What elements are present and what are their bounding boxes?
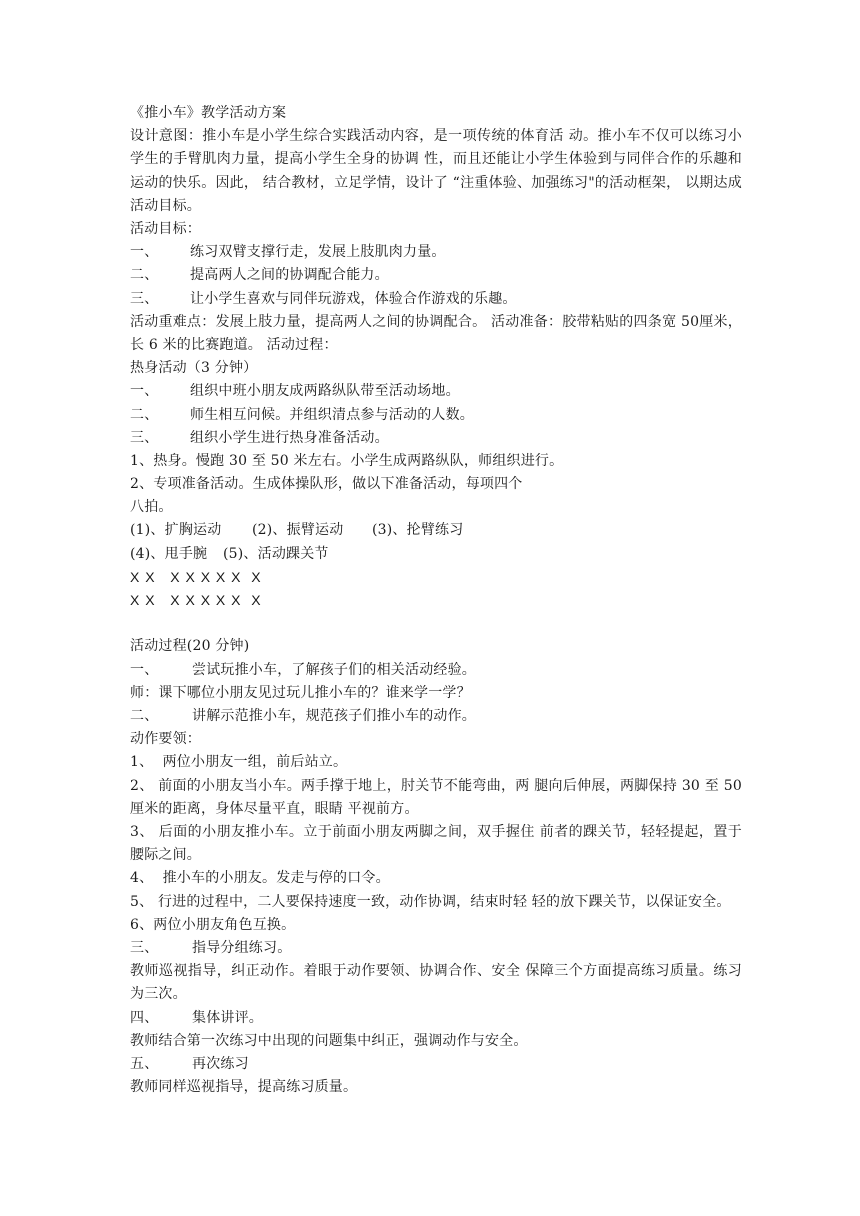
exercise-item: (5)、活动踝关节 — [223, 545, 329, 562]
warmup-step — [130, 427, 742, 450]
formation-row: X X X X X X X X — [130, 592, 262, 609]
process-step — [130, 1007, 742, 1030]
essential-item: 4、 推小车的小朋友。发走与停的口令。 — [130, 870, 390, 887]
goal-item — [130, 241, 742, 264]
warmup-detail-1: 1、热身。慢跑 30 至 50 米左右。小学生成两路纵队，师组织进行。 — [130, 452, 564, 469]
process-step — [130, 937, 742, 960]
process-step — [130, 1053, 742, 1076]
warmup-step-text: 组织小学生进行热身准备活动。 — [190, 429, 389, 446]
goal-item — [130, 264, 742, 287]
essentials-heading: 动作要领： — [130, 731, 201, 748]
goal-text: 练习双臂支撑行走，发展上肢肌肉力量。 — [190, 244, 446, 261]
process-step-detail: 教师巡视指导，纠正动作。着眼于动作要领、协调合作、安全 保障三个方面提高练习质量。练习为三次。 — [130, 963, 742, 1003]
process-step — [130, 705, 742, 728]
warmup-step-text: 组织中班小朋友成两路纵队带至活动场地。 — [190, 383, 460, 400]
process-step-text: 讲解示范推小车，规范孩子们推小车的动作。 — [192, 707, 476, 724]
process-step-detail: 教师结合第一次练习中出现的问题集中纠正，强调动作与安全。 — [130, 1032, 528, 1049]
doc-title: 《推小车》教学活动方案 — [130, 105, 287, 121]
process-step-number: 五、 — [130, 1055, 159, 1072]
process-step-number: 二、 — [130, 707, 159, 724]
goal-text: 让小学生喜欢与同伴玩游戏，体验合作游戏的乐趣。 — [190, 290, 517, 307]
warmup-step — [130, 380, 742, 403]
exercise-item: (3)、抡臂练习 — [372, 522, 464, 539]
goal-item — [130, 288, 742, 311]
essential-item: 2、 前面的小朋友当小车。两手撑于地上，肘关节不能弯曲，两 腿向后伸展，两脚保持 30 至 50 厘米的距离，身体尽量平直，眼睛 平视前方。 — [130, 777, 742, 817]
teacher-question: 师：课下哪位小朋友见过玩儿推小车的？谁来学一学？ — [130, 684, 471, 701]
design-intent-paragraph: 设计意图：推小车是小学生综合实践活动内容，是一项传统的体育活 动。推小车不仅可以练习小学生的手臂肌肉力量，提高小学生全身的协调 性，而且还能让小学生体验到与同伴合作的乐趣和运动的快乐。因此， 结合教材，立足学情，设计了 “注重体验、加强练习"的活动框架， 以期达成活动目标。 — [130, 128, 742, 214]
blank-line — [130, 612, 742, 635]
essential-item: 5、 行进的过程中，二人要保持速度一致，动作协调，结束时轻 轻的放下踝关节，以保证安全。 — [130, 893, 731, 910]
process-step-number: 四、 — [130, 1009, 159, 1026]
warmup-step-number: 一、 — [130, 383, 159, 400]
goal-text: 提高两人之间的协调配合能力。 — [190, 267, 389, 284]
exercise-row — [130, 519, 742, 542]
warmup-step-number: 三、 — [130, 429, 159, 446]
goals-heading: 活动目标： — [130, 221, 201, 237]
process-step-text: 尝试玩推小车，了解孩子们的相关活动经验。 — [192, 661, 476, 678]
process-step — [130, 659, 742, 682]
goal-number: 二、 — [130, 267, 159, 284]
warmup-step-number: 二、 — [130, 406, 159, 423]
goal-number: 三、 — [130, 290, 159, 307]
formation-row: X X X X X X X X — [130, 568, 262, 585]
warmup-detail-2-cont: 八拍。 — [130, 499, 173, 516]
warmup-step — [130, 404, 742, 427]
exercise-item: (2)、振臂运动 — [252, 522, 344, 539]
exercise-item: (1)、扩胸运动 — [130, 522, 222, 539]
exercise-item: (4)、甩手腕 — [130, 545, 208, 562]
process-step-number: 一、 — [130, 661, 159, 678]
process-step-text: 再次练习 — [192, 1055, 249, 1072]
essential-item: 1、 两位小朋友一组，前后站立。 — [130, 754, 348, 771]
process-step-detail: 教师同样巡视指导，提高练习质量。 — [130, 1079, 358, 1096]
warmup-step-text: 师生相互问候。并组织清点参与活动的人数。 — [190, 406, 474, 423]
process-heading: 活动过程(20 分钟) — [130, 638, 250, 655]
exercise-row — [130, 543, 742, 566]
goal-number: 一、 — [130, 244, 159, 261]
process-step-text: 集体讲评。 — [192, 1009, 263, 1026]
process-step-text: 指导分组练习。 — [192, 939, 292, 956]
essential-item: 6、两位小朋友角色互换。 — [130, 916, 296, 933]
essential-item: 3、 后面的小朋友推小车。立于前面小朋友两脚之间，双手握住 前者的踝关节，轻轻提起，置于腰际之间。 — [130, 823, 742, 864]
warmup-detail-2: 2、专项准备活动。生成体操队形，做以下准备活动，每项四个 — [130, 476, 523, 493]
warmup-heading: 热身活动（3 分钟） — [130, 360, 258, 377]
process-step-number: 三、 — [130, 939, 159, 956]
difficulty-paragraph: 活动重难点：发展上肢力量，提高两人之间的协调配合。 活动准备：胶带粘贴的四条宽 50厘米，长 6 米的比赛跑道。 活动过程： — [130, 313, 742, 353]
document-page — [130, 102, 742, 1099]
